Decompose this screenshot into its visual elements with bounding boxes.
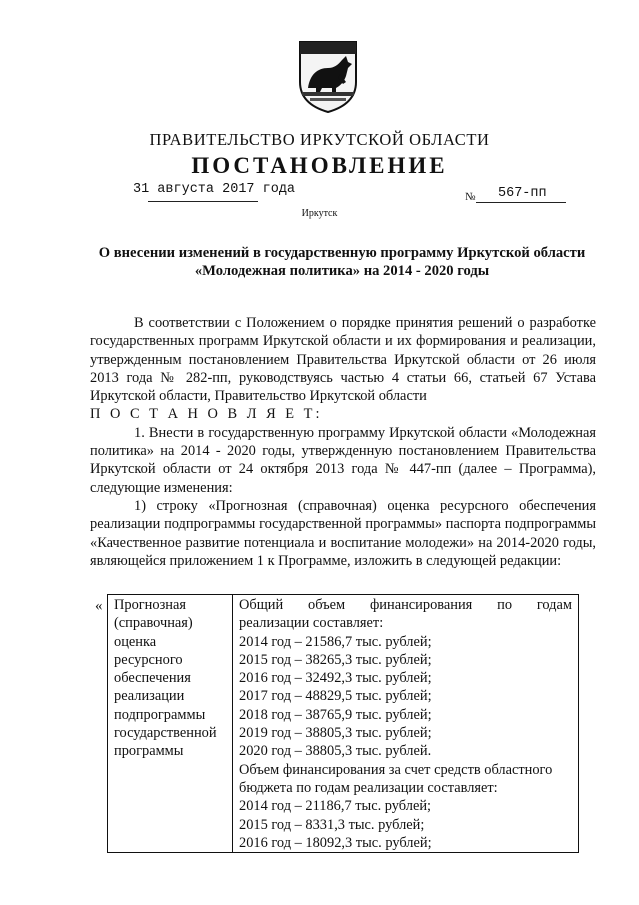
total-year-line: 2014 год – 21586,7 тыс. рублей; [239,633,432,650]
item-1-1-paragraph: 1) строку «Прогнозная (справочная) оценка ресурсного обеспечения реализации подпрограммы государственной программы» паспорта подпрограммы «Качественное развитие потенциала и воспитание молодежи» на 2014-2020 годы, являющейся приложением 1 к Программе, изложить в следующей редакции: [90,497,596,569]
decree-heading: П О С Т А Н О В Л Я Е Т: [90,406,323,423]
document-number: 567-пп [498,186,547,201]
label-line: государственной [114,725,217,742]
regional-year-line: 2016 год – 18092,3 тыс. рублей; [239,834,432,851]
open-quote: « [95,598,103,614]
number-underline [476,202,566,203]
total-year-line: 2015 год – 38265,3 тыс. рублей; [239,651,432,668]
item-1-paragraph: 1. Внести в государственную программу Иркутской области «Молодежная политика» на 2014 - 2020 годы, утвержденную постановлением Правительства Иркутской области от 24 октября 2013 года № 447-пп (далее – Программа), следующие изменения: [90,424,596,496]
table-row [108,595,579,853]
date-underline [148,201,258,202]
document-date: 31 августа 2017 года [133,182,296,197]
row-value-cell [233,595,579,853]
program-resources-table [107,594,579,853]
regional-header: бюджета по годам реализации составляет: [239,779,498,796]
total-header: реализации составляет: [239,615,384,632]
label-line: программы [114,743,184,760]
number-sign: № [465,191,476,203]
title-line-1: О внесении изменений в государственную программу Иркутской области [98,245,586,261]
total-year-line: 2020 год – 38805,3 тыс. рублей. [239,743,432,760]
irkutsk-coat-of-arms-icon [296,38,360,114]
label-line: подпрограммы [114,706,206,723]
government-name: ПРАВИТЕЛЬСТВО ИРКУТСКОЙ ОБЛАСТИ [149,130,490,149]
label-line: (справочная) [114,615,193,632]
document-title [80,244,604,280]
label-line: Прогнозная [114,597,186,613]
title-line-2: «Молодежная политика» на 2014 - 2020 годы [194,263,490,279]
intro-paragraph: В соответствии с Положением о порядке принятия решений о разработке государственных программ Иркутской области и их формирования и реализации, утвержденным постановлением Правительства Иркутской области от 26 июля 2013 года № 282-пп, руководствуясь частью 4 статьи 66, статьей 67 Устава Иркутской области, Правительство Иркутской области [90,315,596,405]
total-year-line: 2018 год – 38765,9 тыс. рублей; [239,706,432,723]
document-body [90,314,596,570]
label-line: ресурсного [114,651,183,668]
label-line: оценка [114,633,157,650]
total-year-line: 2017 год – 48829,5 тыс. рублей; [239,688,432,705]
regional-year-line: 2014 год – 21186,7 тыс. рублей; [239,798,432,815]
total-header: Общий объем финансирования по годам [239,597,572,613]
document-type: ПОСТАНОВЛЕНИЕ [191,153,448,178]
label-line: реализации [114,688,185,705]
row-label-cell [108,595,233,853]
total-year-line: 2016 год – 32492,3 тыс. рублей; [239,670,432,687]
regional-year-line: 2015 год – 8331,3 тыс. рублей; [239,816,425,833]
city-label: Иркутск [301,208,338,219]
total-year-line: 2019 год – 38805,3 тыс. рублей; [239,725,432,742]
label-line: обеспечения [114,670,191,687]
regional-header: Объем финансирования за счет средств областного [239,761,553,778]
